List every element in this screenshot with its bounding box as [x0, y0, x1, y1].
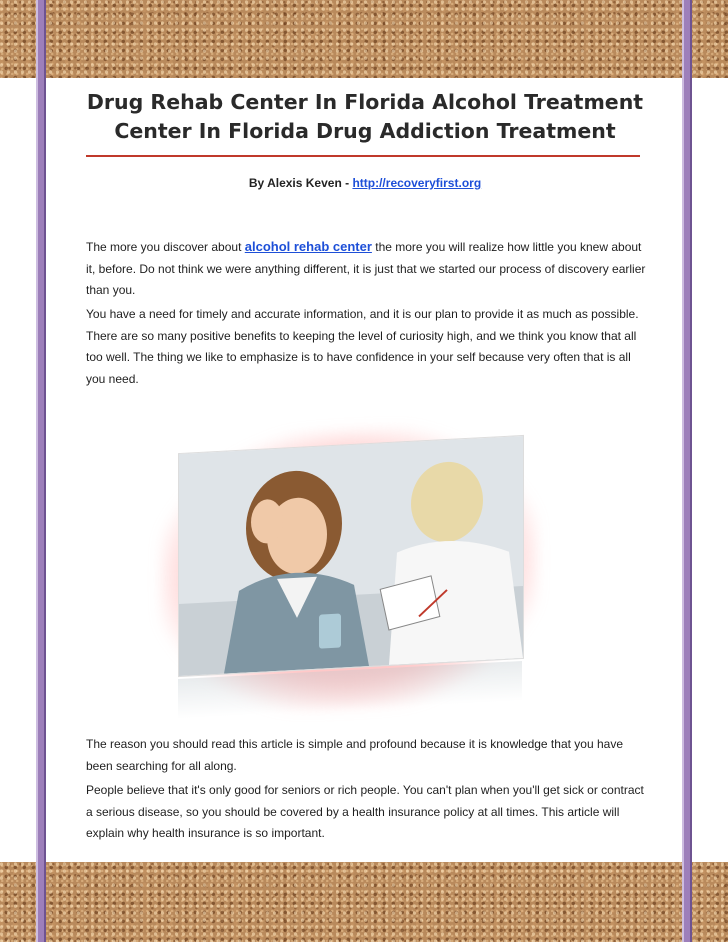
consultation-photo — [178, 435, 524, 677]
paragraph-1-rest: the more you will realize how little you knew about it, before. Do not think we were anything different, it is just that we started our process of discovery earlier than you. — [86, 240, 646, 297]
left-border-rail — [36, 0, 46, 942]
cork-footer-band — [0, 862, 728, 942]
paragraph-2: You have a need for timely and accurate information, and it is our plan to provide it as much as possible. There are so many positive benefits to keeping the level of curiosity high, and we think you know that all too well. The thing we like to emphasize is to have confidence in your self because very often that is all you need. — [86, 307, 639, 386]
page-title: Drug Rehab Center In Florida Alcohol Treatment Center In Florida Drug Addiction Treatment — [86, 90, 644, 143]
consultation-illustration — [179, 436, 523, 676]
byline — [84, 176, 646, 190]
article-photo — [160, 430, 538, 708]
byline-author: By Alexis Keven - — [248, 176, 353, 190]
right-border-rail — [682, 0, 692, 942]
alcohol-rehab-link[interactable]: alcohol rehab center — [244, 239, 372, 254]
cork-header-band — [0, 0, 728, 78]
paragraph-3: The reason you should read this article is simple and profound because it is knowledge that you have been searching for all along. — [86, 737, 623, 773]
paragraph-1-intro: The more you discover about — [86, 240, 245, 254]
byline-link[interactable]: http://recoveryfirst.org — [352, 176, 482, 190]
paragraph-1 — [86, 236, 646, 302]
title-divider — [86, 155, 640, 157]
paragraph-4: People believe that it's only good for seniors or rich people. You can't plan when you'll get sick or contract a serious disease, so you should be covered by a health insurance policy at all times. This article will explain why health insurance is so important. — [86, 783, 644, 840]
